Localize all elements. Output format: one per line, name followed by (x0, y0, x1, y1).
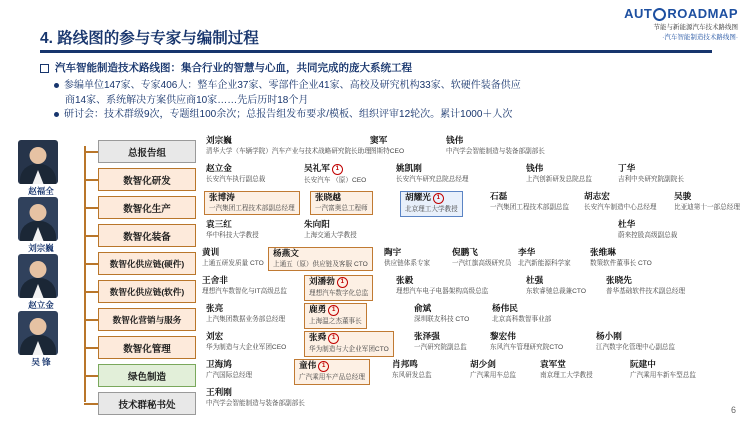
logo-title: AUT ROADMAP (624, 6, 738, 21)
logo-subtitle: 节能与新能源汽车技术路线图 (653, 24, 738, 32)
note-badge: 1 (332, 164, 343, 175)
member: 王利刚 中汽学会智能制造与装备部副部长 (206, 387, 305, 407)
group-box[interactable]: 数智化生产 (98, 196, 196, 219)
member: 吴礼军 1 长安汽车 （原）CEO (304, 163, 367, 184)
connector (84, 347, 98, 349)
member: 朱向阳 上海交通大学教授 (304, 219, 357, 239)
expert-card (18, 311, 80, 365)
connector (84, 179, 98, 181)
member: 张舜 1 华为制造与大企业军团CTO (304, 331, 394, 357)
member: 俞斌 深圳联友科技 CTO (414, 303, 470, 323)
note-badge: 1 (433, 193, 444, 204)
chart-spine (84, 146, 86, 402)
page-title-text: 4. 路线图的参与专家与编制过程 (40, 30, 259, 47)
expert-card (18, 197, 80, 251)
page-number: 6 (730, 405, 736, 415)
title-divider (40, 50, 712, 53)
note-badge: 1 (328, 333, 339, 344)
group-box[interactable]: 数智化供应链(软件) (98, 280, 196, 303)
group-box[interactable]: 数智化装备 (98, 224, 196, 247)
bullet-secondary-1-text-cont: 商14家、系统解决方案供应商10家……先后历时18个月 (65, 94, 309, 106)
member: 张博涛 一汽集团工程技术部副总经理 (204, 191, 300, 215)
member: 石磊 一汽集团工程技术部副总监 (490, 191, 570, 211)
group-box[interactable]: 绿色制造 (98, 364, 196, 387)
expert-name: 吴 锋 (31, 357, 51, 367)
avatar (18, 254, 58, 298)
member: 刘宗巍 清华大学（车辆学院）汽车产业与技术战略研究院长助理 (206, 135, 371, 155)
member: 李华 北汽新能源科学家 (518, 247, 571, 267)
group-box[interactable]: 数智化营销与服务 (98, 308, 196, 331)
note-badge: 1 (337, 277, 348, 288)
avatar (18, 140, 58, 184)
member: 姚凯刚 长安汽车研究总院总经理 (396, 163, 469, 183)
page-title (40, 26, 560, 48)
member: 肖邦鸣 东风研发总监 (392, 359, 432, 379)
group-box[interactable]: 总报告组 (98, 140, 196, 163)
member: 胡志宏 长安汽车制造中心总经理 (584, 191, 657, 211)
logo-ring-icon (653, 8, 666, 21)
bullet-primary-text: 汽车智能制造技术路线图：集合行业的智慧与心血，共同完成的庞大系统工程 (55, 62, 412, 74)
member: 钱伟 中汽学会智能制造与装备部副部长 (446, 135, 545, 155)
dot-bullet-icon (54, 112, 59, 117)
member: 窦军 图斯特CEO (370, 135, 405, 155)
member: 鹿勇 1 上海温之杰董事长 (304, 303, 367, 329)
member: 张维琳 数策软件董事长 CTO (590, 247, 652, 267)
group-box[interactable]: 数智化供应链(硬件) (98, 252, 196, 275)
expert-photo-column (18, 140, 80, 368)
connector (84, 207, 98, 209)
member: 刘潘勃 1 理想汽车数字化总监 (304, 275, 373, 301)
member: 杜强 东软睿驰总裁兼CTO (526, 275, 586, 295)
note-badge: 1 (318, 361, 329, 372)
member: 陶宇 供应链体系专家 (384, 247, 431, 267)
group-box[interactable]: 技术群秘书处 (98, 392, 196, 415)
member: 赵立金 长安汽车执行副总裁 (206, 163, 266, 183)
member: 胡少剑 广汽乘用车总监 (470, 359, 517, 379)
member: 张亮 上汽集团数据业务部总经理 (206, 303, 286, 323)
avatar (18, 311, 58, 355)
bullet-block (40, 60, 720, 123)
member: 丁华 吉利中央研究院副院长 (618, 163, 684, 183)
member: 黄训 上通五研发质量 CTO (202, 247, 264, 267)
member: 张泽强 一汽研究院副总监 (414, 331, 467, 351)
member: 袁三红 华中科技大学教授 (206, 219, 259, 239)
member: 刘宏 华为制造与大企业军团CEO (206, 331, 287, 351)
member: 杨伟民 北京高科数智事业部 (492, 303, 552, 323)
member: 张晓越 一汽富奥总工程师 (310, 191, 373, 215)
member: 王舍非 理想汽车数智化与IT高级总监 (202, 275, 287, 295)
expert-card (18, 140, 80, 194)
connector (84, 263, 98, 265)
member: 黎宏伟 东风汽车管理研究院CTO (490, 331, 564, 351)
member: 吴骏 比亚迪第十一部总经理 (674, 191, 740, 211)
dot-bullet-icon (54, 83, 59, 88)
member: 张毅 理想汽车电子电器架构高级总监 (396, 275, 489, 295)
org-chart (78, 135, 742, 411)
member: 童伟 1 广汽乘用车产品总经理 (294, 359, 370, 385)
bullet-secondary-1-text: 参编单位147家、专家406人：整车企业37家、零部件企业41家、高校及研究机构33家、软硬件装备供应 (64, 80, 521, 91)
bullet-secondary-2-text: 研讨会：技术群级9次，专题组100余次；总报告组发布要求/模板、组织评审12轮次。累计1000＋人次 (64, 109, 513, 120)
connector (84, 235, 98, 237)
connector (84, 375, 98, 377)
member: 钱伟 上汽创新研发总院总监 (526, 163, 592, 183)
connector (84, 319, 98, 321)
connector (84, 151, 98, 153)
expert-name: 刘宗巍 (28, 243, 54, 253)
group-box[interactable]: 数智化研发 (98, 168, 196, 191)
member: 卫海鸠 广汽国际总经理 (206, 359, 253, 379)
member: 袁军堂 南京理工大学教授 (540, 359, 593, 379)
member: 杨小刚 江汽数字化管理中心副总监 (596, 331, 676, 351)
bullet-secondary-2 (54, 108, 720, 123)
brand-logo (624, 6, 738, 41)
connector (84, 403, 98, 405)
bullet-primary (40, 60, 720, 75)
expert-name: 赵福全 (28, 186, 54, 196)
bullet-secondary-1 (54, 79, 720, 108)
expert-name: 赵立金 (28, 300, 54, 310)
group-box[interactable]: 数智化管理 (98, 336, 196, 359)
member: 杨燕文 上通五（原）供应链及客服 CTO (268, 247, 373, 271)
member: 倪鹏飞 一汽红旗高级研究员 (452, 247, 512, 267)
avatar (18, 197, 58, 241)
member: 张晓先 普华基础软件技术副总经理 (606, 275, 686, 295)
member: 杜华 蔚来控股高级副总裁 (618, 219, 678, 239)
expert-card (18, 254, 80, 308)
note-badge: 1 (328, 305, 339, 316)
logo-subtitle-2: ·汽车智能制造技术路线图· (662, 34, 738, 42)
connector (84, 291, 98, 293)
member: 阮建中 广汽乘用车新车型总监 (630, 359, 696, 379)
square-bullet-icon (40, 64, 49, 73)
member: 胡耀光 1 北京理工大学教授 (400, 191, 463, 217)
